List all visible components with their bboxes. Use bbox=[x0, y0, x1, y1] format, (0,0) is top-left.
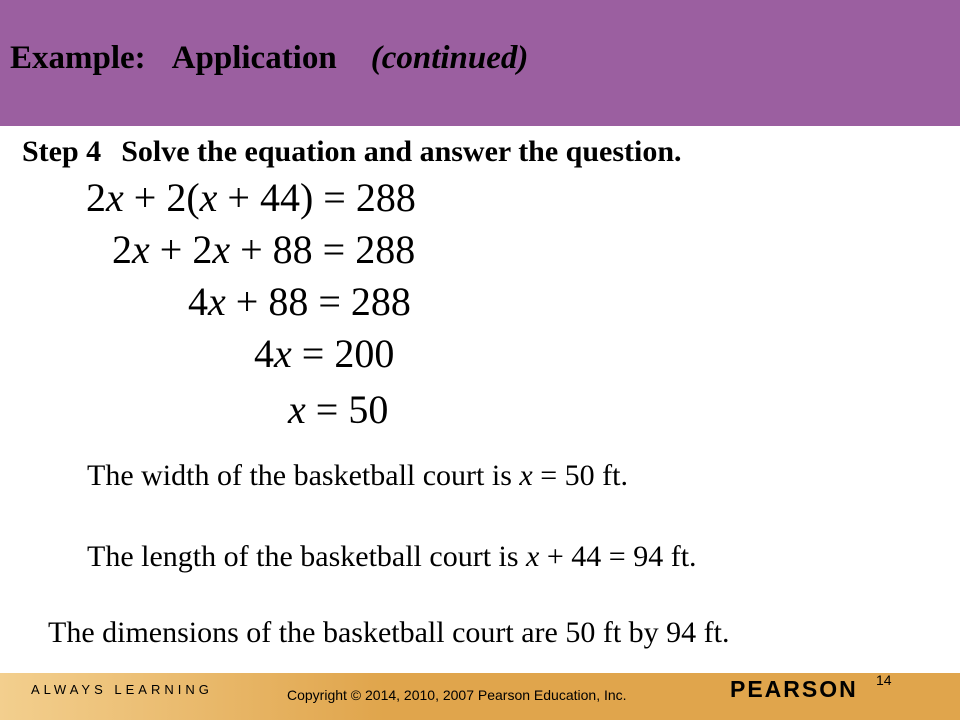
length-sentence bbox=[87, 542, 697, 572]
footer-tagline: ALWAYS LEARNING bbox=[31, 682, 213, 697]
slide-title bbox=[10, 40, 528, 77]
eq5-var: x bbox=[288, 387, 306, 432]
length-post: + 44 = 94 ft. bbox=[539, 540, 697, 573]
eq1-coef: 2 bbox=[86, 175, 106, 220]
step-number: Step 4 bbox=[22, 135, 102, 168]
width-post: = 50 ft. bbox=[532, 459, 628, 492]
eq4-end: = 200 bbox=[291, 331, 395, 376]
title-continued: (continued) bbox=[370, 40, 529, 76]
width-var: x bbox=[519, 459, 533, 492]
slide-number: 14 bbox=[876, 672, 892, 688]
equation-line-4 bbox=[254, 331, 395, 376]
footer-copyright: Copyright © 2014, 2010, 2007 Pearson Education, Inc. bbox=[287, 687, 627, 703]
equation-line-3 bbox=[188, 279, 411, 324]
eq1-var-2: x bbox=[199, 175, 218, 220]
length-pre: The length of the basketball court is bbox=[87, 540, 527, 573]
equation-line-5 bbox=[288, 387, 389, 432]
eq3-end: + 88 = 288 bbox=[225, 279, 411, 324]
title-example: Example: bbox=[10, 40, 146, 76]
equation-line-1 bbox=[86, 175, 416, 220]
eq3-coef: 4 bbox=[188, 279, 208, 324]
eq1-var-1: x bbox=[106, 175, 124, 220]
step-heading bbox=[22, 135, 682, 169]
eq2-mid: + 2 bbox=[149, 227, 213, 272]
eq3-var: x bbox=[208, 279, 226, 324]
step-text: Solve the equation and answer the question. bbox=[121, 135, 682, 168]
length-var: x bbox=[526, 540, 540, 573]
eq2-coef: 2 bbox=[112, 227, 132, 272]
eq2-var-1: x bbox=[132, 227, 150, 272]
eq4-var: x bbox=[274, 331, 292, 376]
eq4-coef: 4 bbox=[254, 331, 274, 376]
eq5-end: = 50 bbox=[305, 387, 389, 432]
width-pre: The width of the basketball court is bbox=[87, 459, 520, 492]
title-application: Application bbox=[171, 40, 337, 76]
eq1-mid: + 2( bbox=[123, 175, 200, 220]
dimensions-sentence: The dimensions of the basketball court are 50 ft by 94 ft. bbox=[48, 616, 730, 649]
eq1-end: + 44) = 288 bbox=[217, 175, 416, 220]
eq2-var-2: x bbox=[212, 227, 231, 272]
equation-line-2 bbox=[112, 227, 416, 272]
eq2-end: + 88 = 288 bbox=[230, 227, 416, 272]
width-sentence bbox=[87, 461, 628, 491]
pearson-logo: PEARSON bbox=[730, 676, 858, 702]
